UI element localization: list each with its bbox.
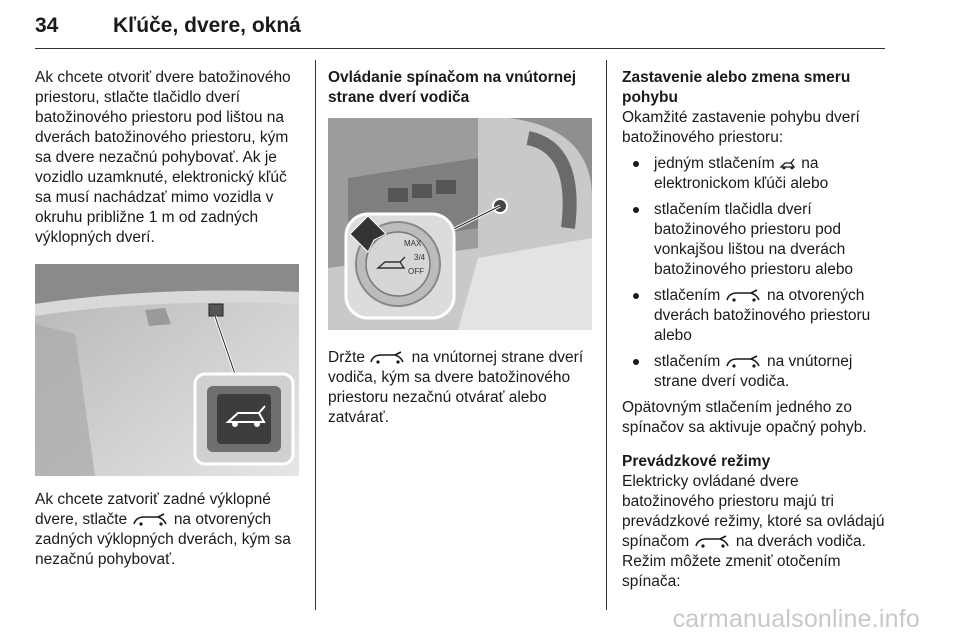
tailgate-icon <box>132 513 170 527</box>
column-right <box>622 68 892 592</box>
tailgate-button-figure <box>35 264 299 476</box>
paragraph-stop-intro: Okamžité zastavenie pohybu dverí batožinového priestoru: <box>622 109 860 146</box>
section-heading-driver-door-switch: Ovládanie spínačom na vnútornej strane dverí vodiča <box>328 69 577 106</box>
list-item: jedným stlačením na elektronickom kľúči alebo <box>622 154 892 194</box>
paragraph-open-tailgate: Ak chcete otvoriť dvere batožinového priestoru, stlačte tlačidlo dverí batožinového priestoru pod lištou na dverách batožinového priestoru, kým sa dvere nezačnú pohybovať. Ak je vozidlo uzamknuté, elektronický kľúč sa musí nachádzať mimo vozidla v okruhu približne 1 m od zadných výklopných dverí. <box>35 69 291 246</box>
bullet-list <box>622 154 892 392</box>
paragraph-close-tailgate: Ak chcete zatvoriť zadné výklopné dvere, stlačte na otvorených zadných výklopných dverách, kým sa nezačnú pohybovať. <box>35 491 291 568</box>
tailgate-icon <box>694 535 732 549</box>
paragraph-reverse: Opätovným stlačením jedného zo spínačov sa aktivuje opačný pohyb. <box>622 399 867 436</box>
section-heading-stop-reverse: Zastavenie alebo zmena smeru pohybu <box>622 69 851 106</box>
column-middle <box>328 68 594 428</box>
tailgate-icon <box>369 351 407 365</box>
chapter-title: Kľúče, dvere, okná <box>113 14 301 37</box>
page-number: 34 <box>35 14 59 37</box>
watermark: carmanualsonline.info <box>672 605 920 633</box>
tailgate-icon <box>725 355 763 369</box>
paragraph-driver-switch: Držte na vnútornej strane dverí vodiča, kým sa dvere batožinového priestoru nezačnú otvárať alebo zatvárať. <box>328 349 584 426</box>
column-left <box>35 68 301 570</box>
tailgate-icon <box>725 289 763 303</box>
switch-label-off: OFF <box>408 267 424 276</box>
column-divider <box>606 60 607 610</box>
section-heading-operating-modes: Prevádzkové režimy <box>622 453 771 470</box>
page-header <box>35 12 885 49</box>
switch-label-max: MAX <box>404 239 422 248</box>
list-item: stlačením na vnútornej strane dverí vodiča. <box>622 352 892 392</box>
switch-label-three-quarters: 3/4 <box>414 253 426 262</box>
list-item: stlačením na otvorených dverách batožinového priestoru alebo <box>622 286 892 346</box>
driver-door-switch-figure <box>328 118 592 330</box>
column-divider <box>315 60 316 610</box>
tailgate-key-icon <box>779 157 797 171</box>
list-item: stlačením tlačidla dverí batožinového priestoru pod vonkajšou lištou na dverách batožinového priestoru alebo <box>622 200 892 280</box>
paragraph-operating-modes: Elektricky ovládané dvere batožinového priestoru majú tri prevádzkové režimy, ktoré sa ovládajú spínačom na dverách vodiča. Režim môžete zmeniť otočením spínača: <box>622 473 885 590</box>
